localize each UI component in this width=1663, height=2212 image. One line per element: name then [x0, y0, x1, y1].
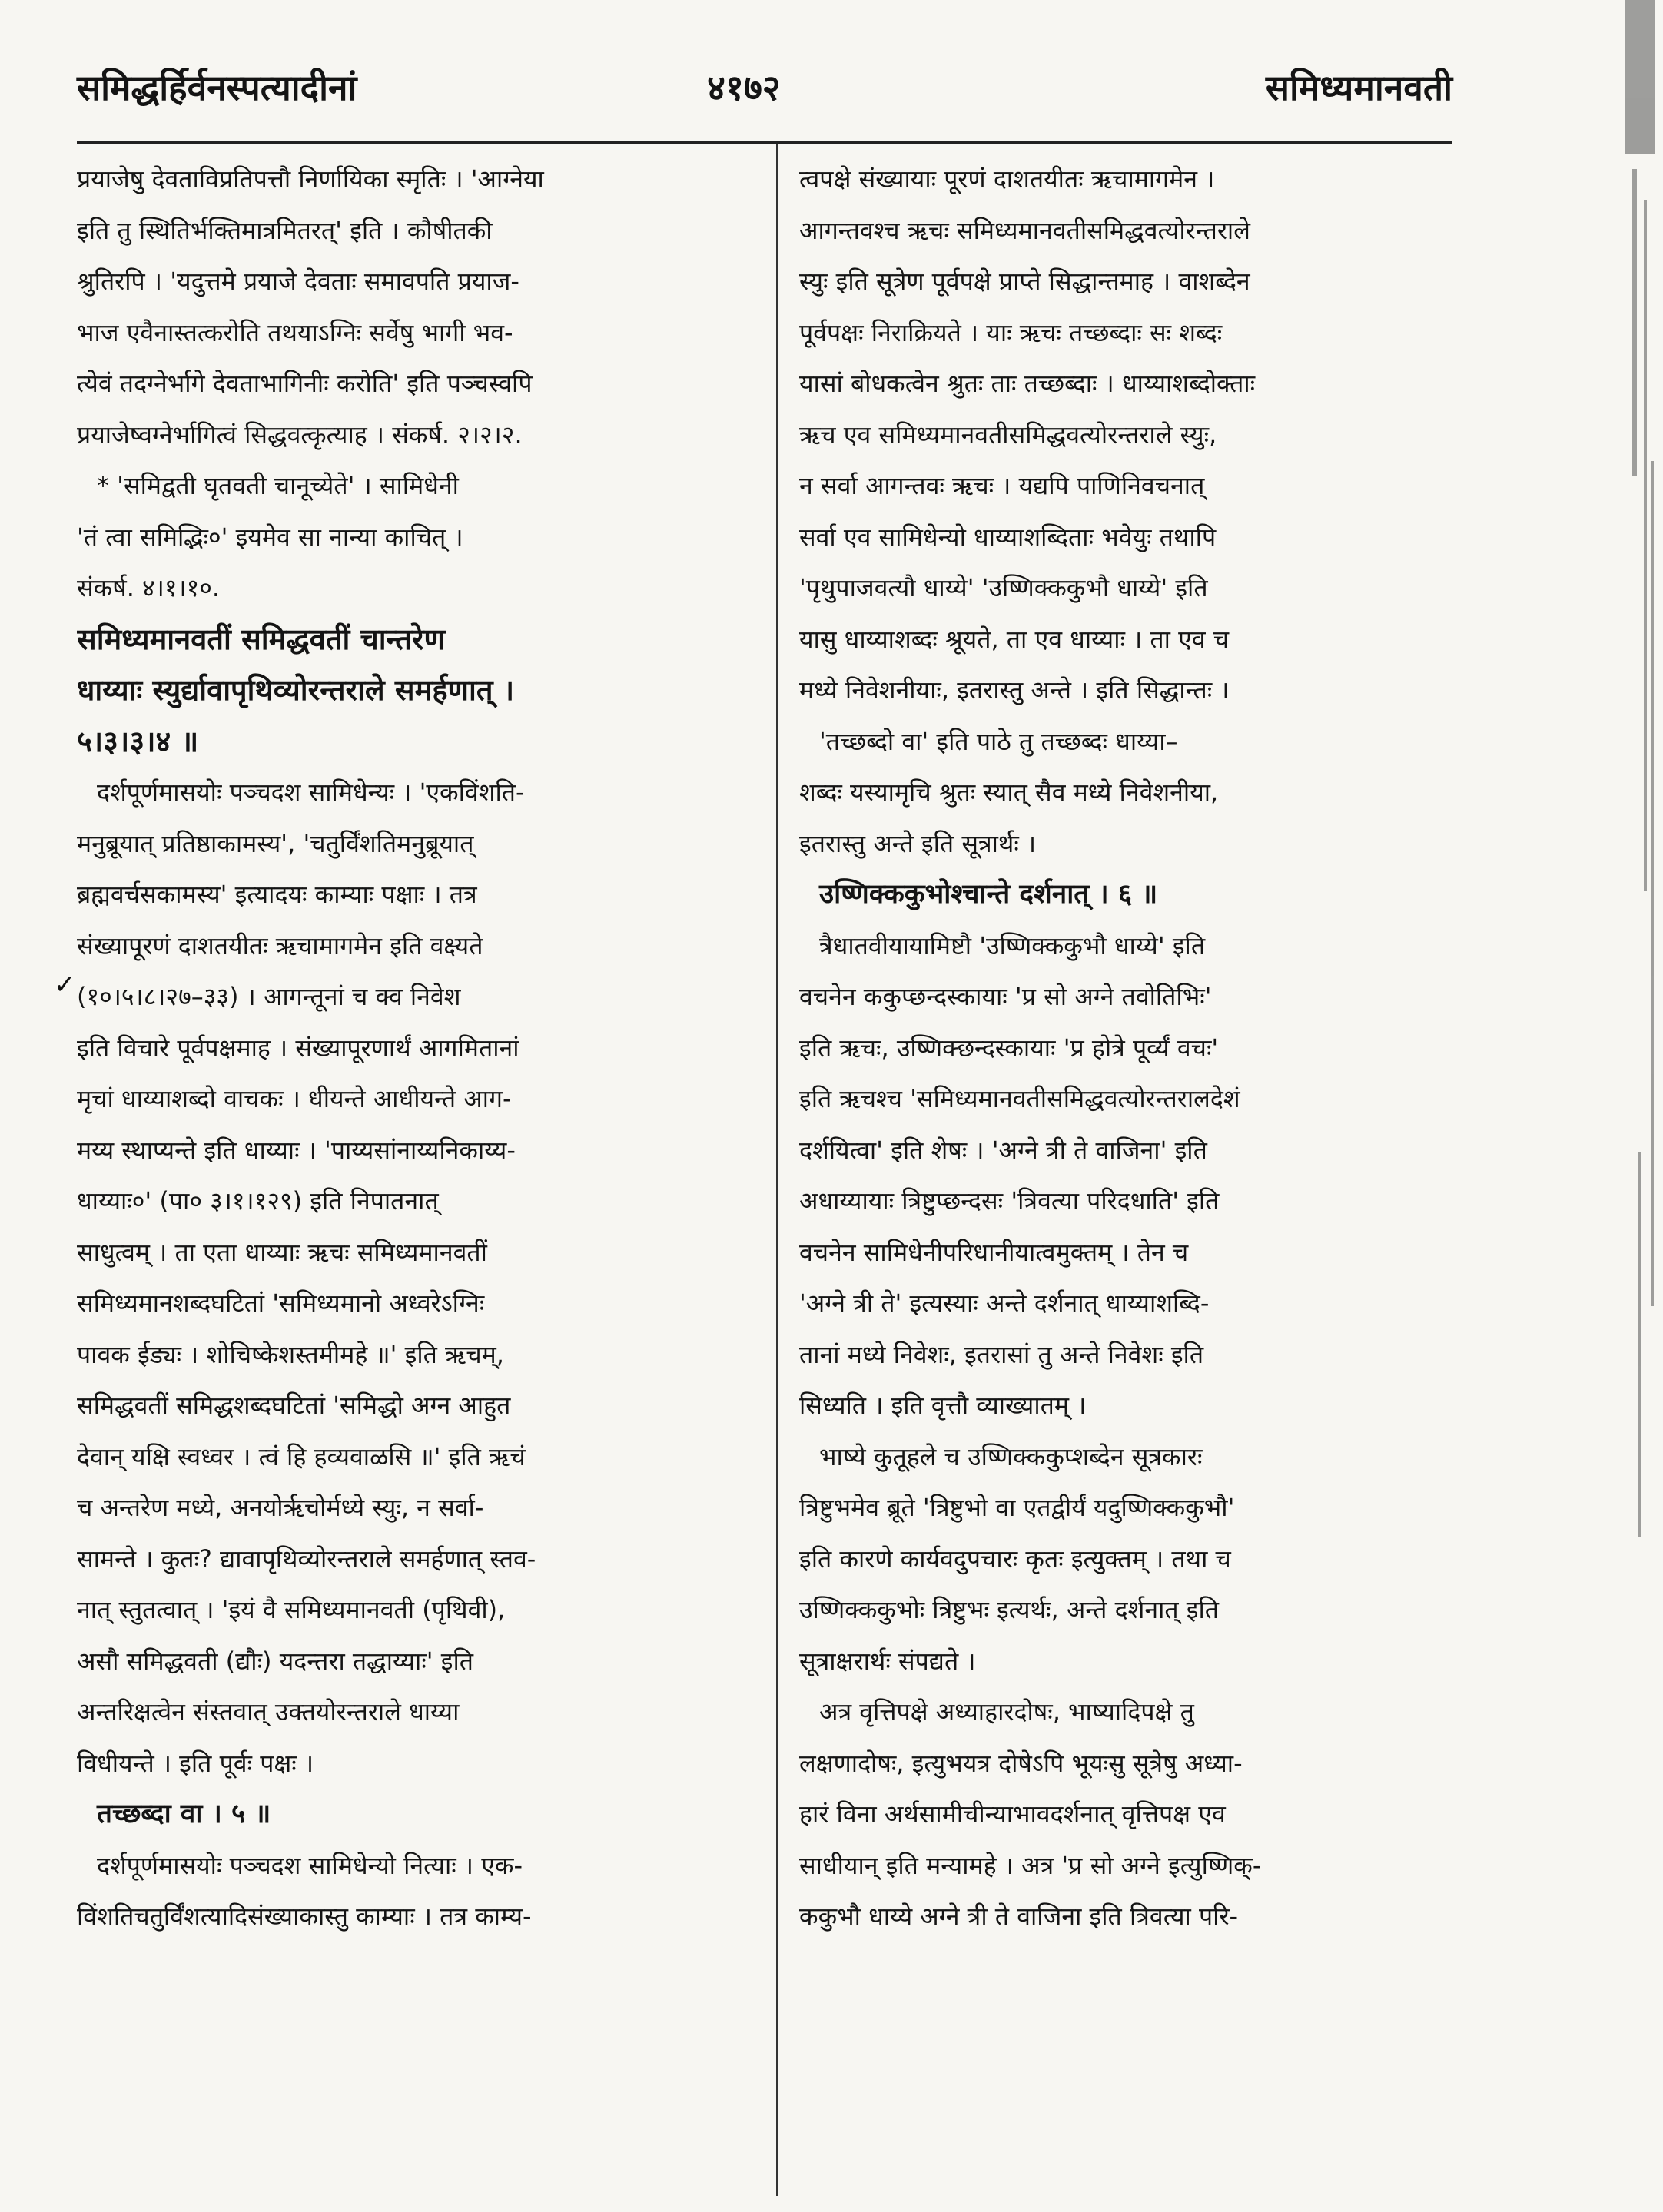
text-line: पूर्वपक्षः निराक्रियते । याः ऋचः तच्छब्दाः सः शब्दः	[799, 317, 1223, 347]
text-line: संख्यापूरणं दाशतयीतः ऋचामागमेन इति वक्ष्यते	[77, 930, 483, 960]
text-line: यासां बोधकत्वेन श्रुतः ताः तच्छब्दाः । धाय्याशब्दोक्ताः	[799, 369, 1256, 398]
text-line: दर्शपूर्णमासयोः पञ्चदश सामिधेन्यो नित्याः । एक-	[97, 1850, 523, 1880]
text-line: पावक ईड्यः । शोचिष्केशस्तमीमहे ॥' इति ऋचम्,	[77, 1339, 504, 1369]
text-line: तच्छब्दा वा । ५ ॥	[97, 1799, 271, 1829]
text-line: अधाय्यायाः त्रिष्टुप्छन्दसः 'त्रिवत्या परिदधाति' इति	[799, 1186, 1220, 1215]
text-line: उष्णिक्ककुभोश्चान्ते दर्शनात् । ६ ॥	[819, 879, 1158, 910]
text-line: धाय्याः०' (पा० ३।१।१२९) इति निपातनात्	[77, 1186, 439, 1215]
text-line: दर्शपूर्णमासयोः पञ्चदश सामिधेन्यः । 'एकविंशति-	[97, 778, 525, 807]
text-line: वचनेन सामिधेनीपरिधानीयात्वमुक्तम् । तेन च	[799, 1237, 1189, 1267]
margin-check-mark: ✓	[54, 970, 76, 1000]
text-line: समिध्यमानवतीं समिद्धवतीं चान्तरेण	[77, 622, 445, 656]
text-line: धाय्याः स्युर्द्यावापृथिव्योरन्तराले समर्हणात् ।	[77, 673, 515, 707]
text-line: उष्णिक्ककुभोः त्रिष्टुभः इत्यर्थः, अन्ते दर्शनात् इति	[799, 1595, 1220, 1624]
text-line: भाष्ये कुतूहले च उष्णिक्ककुप्शब्देन सूत्रकारः	[819, 1441, 1203, 1471]
text-line: समिध्यमानशब्दघटितां 'समिध्यमानो अध्वरेऽग्निः	[77, 1288, 485, 1318]
text-line: मध्ये निवेशनीयाः, इतरास्तु अन्ते । इति सिद्धान्तः ।	[799, 675, 1230, 705]
text-line: लक्षणादोषः, इत्युभयत्र दोषेऽपि भूयःसु सूत्रेषु अध्या-	[799, 1748, 1243, 1778]
text-line: इति विचारे पूर्वपक्षमाह । संख्यापूरणार्थं आगमितानां	[77, 1033, 519, 1063]
text-line: हारं विना अर्थसामीचीन्याभावदर्शनात् वृत्तिपक्ष एव	[799, 1799, 1226, 1829]
text-line: विधीयन्ते । इति पूर्वः पक्षः ।	[77, 1748, 314, 1778]
text-line: सर्वा एव सामिधेन्यो धाय्याशब्दिताः भवेयुः तथापि	[799, 522, 1217, 552]
text-line: त्रैधातवीयायामिष्टौ 'उष्णिक्ककुभौ धाय्ये' इति	[819, 930, 1206, 960]
text-line: साधीयान् इति मन्यामहे । अत्र 'प्र सो अग्ने इत्युष्णिक्-	[799, 1850, 1262, 1880]
text-line: मनुब्रूयात् प्रतिष्ठाकामस्य', 'चतुर्विंशतिमनुब्रूयात्	[77, 828, 474, 858]
text-line: नात् स्तुतत्वात् । 'इयं वै समिध्यमानवती (पृथिवी),	[77, 1595, 506, 1624]
text-line: इति ऋचः, उष्णिक्छन्दस्कायाः 'प्र होत्रे पूर्व्यं वचः'	[799, 1033, 1219, 1063]
text-line: सामन्ते । कुतः? द्यावापृथिव्योरन्तराले समर्हणात् स्तव-	[77, 1544, 536, 1574]
text-line: ब्रह्मवर्चसकामस्य' इत्यादयः काम्याः पक्षाः । तत्र	[77, 880, 477, 909]
text-line: त्रिष्टुभमेव ब्रूते 'त्रिष्टुभो वा एतद्वीर्यं यदुष्णिक्ककुभौ'	[799, 1493, 1235, 1522]
text-line: समिद्धवतीं समिद्धशब्दघटितां 'समिद्धो अग्न आहुत	[77, 1391, 511, 1420]
text-line: असौ समिद्धवती (द्यौः) यदन्तरा तद्धाय्याः' इति	[77, 1646, 474, 1676]
text-line: प्रयाजेषु देवताविप्रतिपत्तौ निर्णायिका स्मृतिः । 'आग्नेया	[77, 164, 544, 194]
text-line: इति तु स्थितिर्भक्तिमात्रमितरत्' इति । कौषीतकी	[77, 215, 493, 245]
text-line: श्रुतिरपि । 'यदुत्तमे प्रयाजे देवताः समावपति प्रयाज-	[77, 267, 519, 296]
text-line: आगन्तवश्च ऋचः समिध्यमानवतीसमिद्धवत्योरन्तराले	[799, 215, 1250, 245]
text-line: च अन्तरेण मध्ये, अनयोर्ऋचोर्मध्ये स्युः, न सर्वा-	[77, 1493, 484, 1522]
left-column	[77, 154, 753, 1942]
text-line: 'तं त्वा समिद्भिः०' इयमेव सा नान्या काचित् ।	[77, 522, 463, 552]
text-line: इतरास्तु अन्ते इति सूत्रार्थः ।	[799, 828, 1037, 858]
scan-edge-artifact	[1578, 0, 1663, 2212]
text-line: तानां मध्ये निवेशः, इतरासां तु अन्ते निवेशः इति	[799, 1339, 1204, 1369]
text-line: विंशतिचतुर्विंशत्यादिसंख्याकास्तु काम्याः । तत्र काम्य-	[77, 1902, 532, 1931]
running-head-right: समिध्यमानवती	[1265, 67, 1452, 108]
text-line: इति कारणे कार्यवदुपचारः कृतः इत्युक्तम् । तथा च	[799, 1544, 1231, 1574]
text-line: मृचां धाय्याशब्दो वाचकः । धीयन्ते आधीयन्ते आग-	[77, 1084, 512, 1113]
text-line: मय्य स्थाप्यन्ते इति धाय्याः । 'पाय्यसांनाय्यनिकाय्य-	[77, 1135, 516, 1165]
text-line: अत्र वृत्तिपक्षे अध्याहारदोषः, भाष्यादिपक्षे तु	[819, 1697, 1194, 1726]
text-line: यासु धाय्याशब्दः श्रूयते, ता एव धाय्याः । ता एव च	[799, 624, 1230, 654]
text-line: संकर्ष. ४।१।१०.	[77, 573, 221, 602]
right-column	[799, 154, 1452, 1942]
text-line: वचनेन ककुप्छन्दस्कायाः 'प्र सो अग्ने तवोतिभिः'	[799, 982, 1212, 1011]
text-line: 'अग्ने त्री ते' इत्यस्याः अन्ते दर्शनात् धाय्याशब्दि-	[799, 1288, 1210, 1318]
column-divider	[776, 144, 778, 2196]
text-line: न सर्वा आगन्तवः ऋचः । यद्यपि पाणिनिवचनात्	[799, 471, 1205, 500]
text-line: प्रयाजेष्वग्नेर्भागित्वं सिद्धवत्कृत्याह । संकर्ष. २।२।२.	[77, 420, 523, 449]
text-line: देवान् यक्षि स्वध्वर । त्वं हि हव्यवाळसि ॥' इति ऋचं	[77, 1441, 526, 1471]
header-rule	[77, 141, 1452, 144]
text-line: सूत्राक्षरार्थः संपद्यते ।	[799, 1646, 976, 1676]
text-line: (१०।५।८।२७–३३) । आगन्तूनां च क्व निवेश	[77, 982, 461, 1011]
text-line: शब्दः यस्यामृचि श्रुतः स्यात् सैव मध्ये निवेशनीया,	[799, 778, 1219, 807]
running-head-left: समिद्धर्हिर्वनस्पत्यादीनां	[77, 67, 357, 108]
text-line: साधुत्वम् । ता एता धाय्याः ऋचः समिध्यमानवतीं	[77, 1237, 487, 1267]
text-line: स्युः इति सूत्रेण पूर्वपक्षे प्राप्ते सिद्धान्तमाह । वाशब्देन	[799, 267, 1250, 296]
text-line: भाज एवैनास्तत्करोति तथयाऽग्निः सर्वेषु भागी भव-	[77, 317, 513, 347]
text-line: ककुभौ धाय्ये अग्ने त्री ते वाजिना इति त्रिवत्या परि-	[799, 1902, 1239, 1931]
text-line: इति ऋचश्च 'समिध्यमानवतीसमिद्धवत्योरन्तरालदेशं	[799, 1084, 1240, 1113]
text-line: * 'समिद्वती घृतवती चानूच्येते' । सामिधेनी	[97, 471, 459, 500]
text-line: ५।३।३।४ ॥	[77, 724, 199, 758]
text-line: अन्तरिक्षत्वेन संस्तवात् उक्तयोरन्तराले धाय्या	[77, 1697, 460, 1726]
text-line: सिध्यति । इति वृत्तौ व्याख्यातम् ।	[799, 1391, 1087, 1420]
text-line: 'पृथुपाजवत्यौ धाय्ये' 'उष्णिक्ककुभौ धाय्ये' इति	[799, 573, 1208, 602]
page-header	[77, 63, 1452, 124]
page-number: ४१७२	[707, 67, 781, 108]
text-line: दर्शयित्वा' इति शेषः । 'अग्ने त्री ते वाजिना' इति	[799, 1135, 1207, 1165]
text-line: 'तच्छब्दो वा' इति पाठे तु तच्छब्दः धाय्या–	[819, 726, 1178, 756]
text-line: ऋच एव समिध्यमानवतीसमिद्धवत्योरन्तराले स्युः,	[799, 420, 1217, 449]
text-line: त्वपक्षे संख्यायाः पूरणं दाशतयीतः ऋचामागमेन ।	[799, 164, 1215, 194]
text-line: त्येवं तदग्नेर्भागे देवताभागिनीः करोति' इति पञ्चस्वपि	[77, 369, 533, 398]
